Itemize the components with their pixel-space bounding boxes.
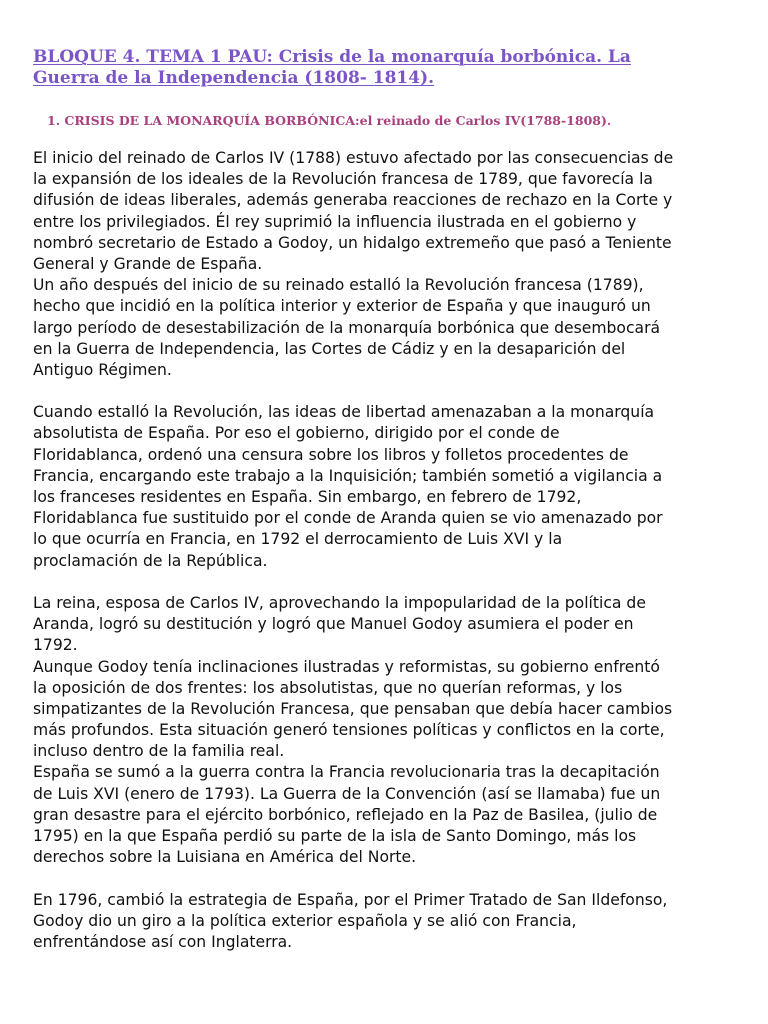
text-line: Un año después del inicio de su reinado estalló la Revolución francesa (1789), [33, 276, 644, 295]
text-line: incluso dentro de la familia real. [33, 742, 285, 761]
text-line: derechos sobre la Luisiana en América del Norte. [33, 848, 417, 867]
text-line: la expansión de los ideales de la Revolución francesa de 1789, que favorecía la [33, 170, 653, 189]
paragraph [33, 402, 738, 572]
text-line: General y Grande de España. [33, 254, 263, 273]
paragraph [33, 593, 738, 868]
text-line: simpatizantes de la Revolución Francesa, que pensaban que debía hacer cambios [33, 699, 673, 718]
title-line: BLOQUE 4. TEMA 1 PAU: Crisis de la monarquía borbónica. La [33, 47, 631, 67]
text-line: Aranda, logró su destitución y logró que Manuel Godoy asumiera el poder en [33, 615, 634, 634]
text-line: largo período de desestabilización de la monarquía borbónica que desembocará [33, 318, 661, 337]
text-line: difusión de ideas liberales, además generaba reacciones de rechazo en la Corte y [33, 191, 673, 210]
text-line: nombró secretario de Estado a Godoy, un hidalgo extremeño que pasó a Teniente [33, 233, 672, 252]
document-title[interactable] [33, 46, 733, 88]
section-heading [47, 113, 747, 129]
body-text [33, 148, 738, 953]
text-line: de Luis XVI (enero de 1793). La Guerra de la Convención (así se llamaba) fue un [33, 784, 661, 803]
paragraph-gap [33, 572, 738, 593]
text-line: España se sumó a la guerra contra la Francia revolucionaria tras la decapitación [33, 763, 660, 782]
text-line: El inicio del reinado de Carlos IV (1788) estuvo afectado por las consecuencias de [33, 149, 674, 167]
text-line: entre los privilegiados. Él rey suprimió la influencia ilustrada en el gobierno y [33, 212, 637, 231]
paragraph-gap [33, 868, 738, 889]
text-line: hecho que incidió en la política interior y exterior de España y que inauguró un [33, 297, 651, 316]
text-line: enfrentándose así con Inglaterra. [33, 932, 293, 951]
text-line: en la Guerra de Independencia, las Cortes de Cádiz y en la desaparición del [33, 339, 626, 358]
title-line: Guerra de la Independencia (1808- 1814). [33, 68, 435, 89]
paragraph-gap [33, 381, 738, 402]
text-line: la oposición de dos frentes: los absolutistas, que no querían reformas, y los [33, 678, 623, 697]
text-line: Floridablanca, ordenó una censura sobre los libros y folletos procedentes de [33, 445, 629, 464]
text-line: La reina, esposa de Carlos IV, aprovechando la impopularidad de la política de [33, 593, 646, 612]
paragraph [33, 148, 738, 381]
text-line: absolutista de España. Por eso el gobierno, dirigido por el conde de [33, 424, 560, 443]
section-heading-rest: el reinado de Carlos IV(1788-1808). [359, 113, 612, 128]
text-line: Godoy dio un giro a la política exterior española y se alió con Francia, [33, 911, 577, 930]
text-line: Cuando estalló la Revolución, las ideas de libertad amenazaban a la monarquía [33, 403, 655, 422]
text-line: proclamación de la República. [33, 551, 268, 570]
text-line: 1792. [33, 636, 78, 655]
text-line: gran desastre para el ejército borbónico, reflejado en la Paz de Basilea, (julio de [33, 805, 658, 824]
section-heading-bold: 1. CRISIS DE LA MONARQUÍA BORBÓNICA: [47, 113, 360, 128]
text-line: los franceses residentes en España. Sin embargo, en febrero de 1792, [33, 488, 582, 506]
text-line: Francia, encargando este trabajo a la Inquisición; también sometió a vigilancia a [33, 466, 663, 485]
text-line: lo que ocurría en Francia, en 1792 el derrocamiento de Luis XVI y la [33, 530, 563, 549]
text-line: En 1796, cambió la estrategia de España, por el Primer Tratado de San Ildefonso, [33, 890, 668, 909]
text-line: más profundos. Esta situación generó tensiones políticas y conflictos en la corte, [33, 721, 665, 740]
text-line: Aunque Godoy tenía inclinaciones ilustradas y reformistas, su gobierno enfrentó [33, 657, 660, 676]
text-line: 1795) en la que España perdió su parte de la isla de Santo Domingo, más los [33, 827, 637, 845]
text-line: Floridablanca fue sustituido por el conde de Aranda quien se vio amenazado por [33, 509, 663, 528]
paragraph [33, 890, 738, 954]
text-line: Antiguo Régimen. [33, 360, 172, 379]
